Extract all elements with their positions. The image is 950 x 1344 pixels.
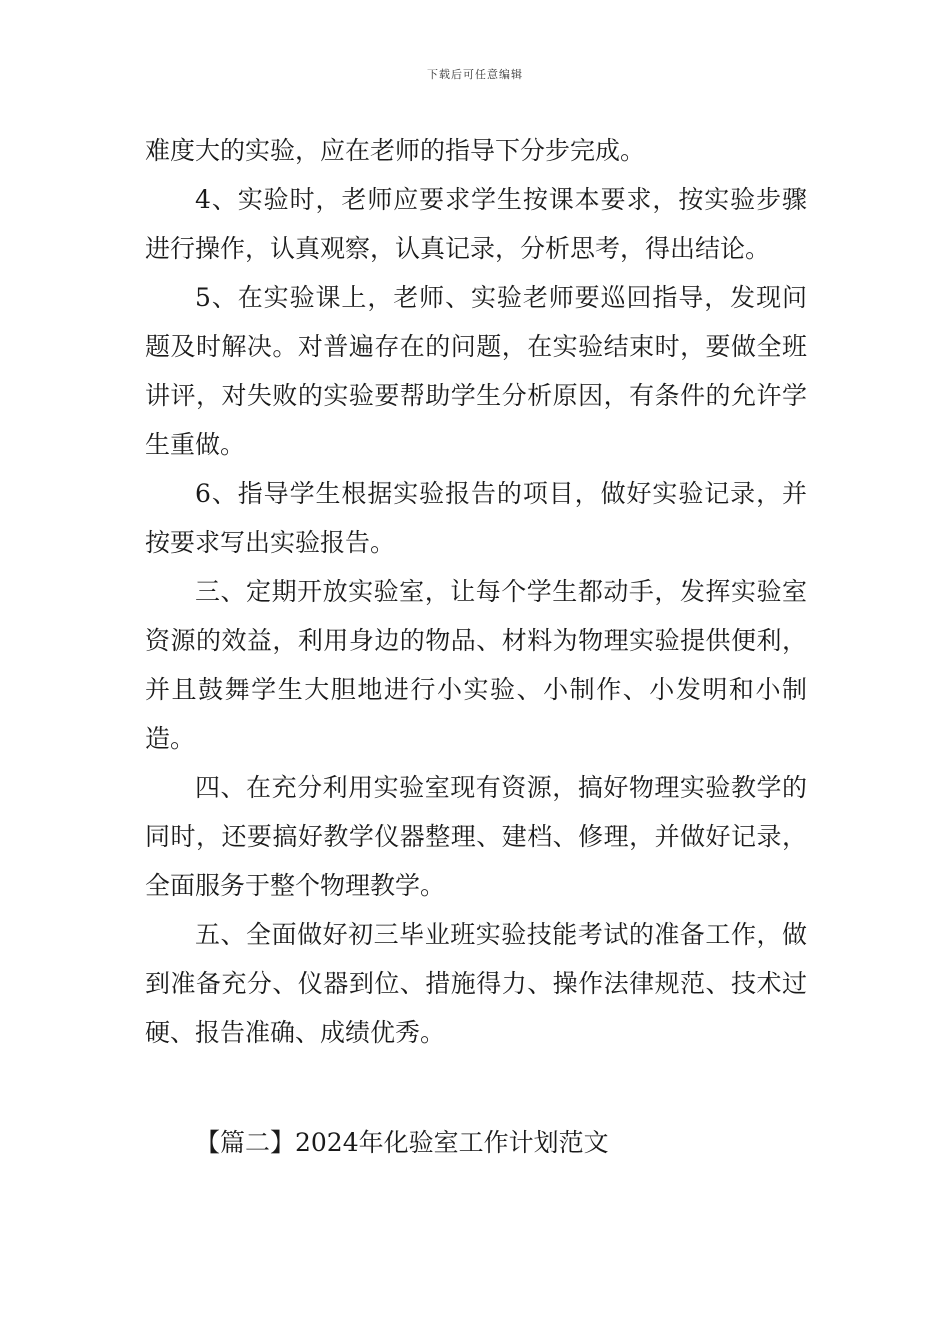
page-header-note: 下载后可任意编辑 — [427, 68, 523, 81]
paragraph-section-4: 四、在充分利用实验室现有资源，搞好物理实验教学的同时，还要搞好教学仪器整理、建档、修理，并做好记录，全面服务于整个物理教学。 — [145, 773, 807, 900]
paragraph-item-5: 5、在实验课上，老师、实验老师要巡回指导，发现问题及时解决。对普遍存在的问题，在实验结束时，要做全班讲评，对失败的实验要帮助学生分析原因，有条件的允许学生重做。 — [145, 283, 807, 459]
paragraph-section-3: 三、定期开放实验室，让每个学生都动手，发挥实验室资源的效益，利用身边的物品、材料为物理实验提供便利，并且鼓舞学生大胆地进行小实验、小制作、小发明和小制造。 — [145, 577, 807, 753]
paragraph-section-5: 五、全面做好初三毕业班实验技能考试的准备工作，做到准备充分、仪器到位、措施得力、操作法律规范、技术过硬、报告准确、成绩优秀。 — [145, 920, 807, 1047]
document-body — [145, 126, 807, 1057]
section-heading: 【篇二】2024年化验室工作计划范文 — [195, 1128, 609, 1157]
paragraph-item-4: 4、实验时，老师应要求学生按课本要求，按实验步骤进行操作，认真观察，认真记录，分析思考，得出结论。 — [145, 185, 807, 263]
paragraph-item-6: 6、指导学生根据实验报告的项目，做好实验记录，并按要求写出实验报告。 — [145, 479, 807, 557]
paragraph-continuation: 难度大的实验，应在老师的指导下分步完成。 — [145, 136, 646, 165]
